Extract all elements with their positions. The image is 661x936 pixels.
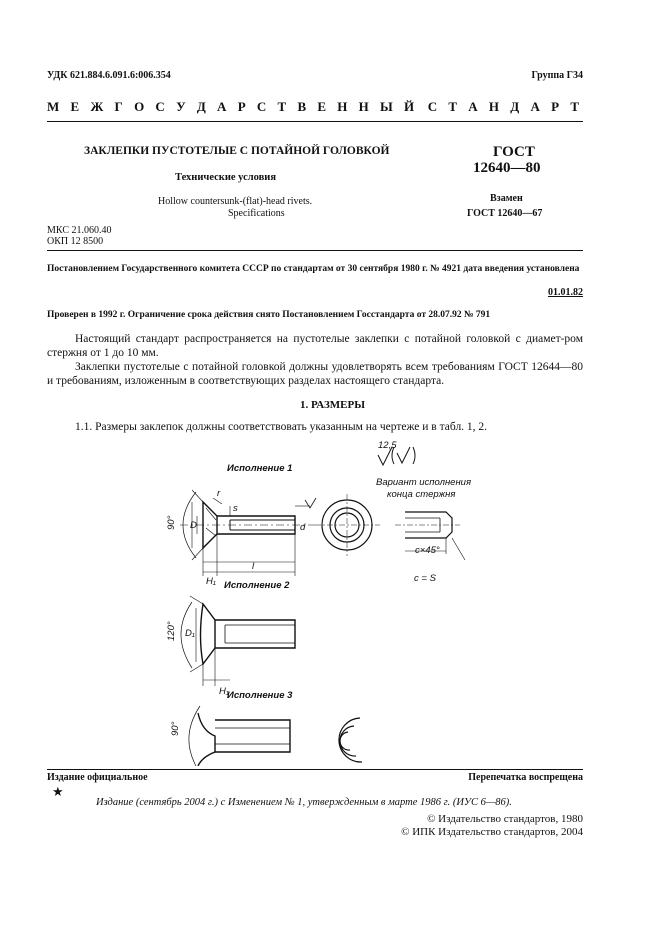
variant-2-label: Исполнение 2 bbox=[224, 580, 290, 591]
title-english-1: Hollow countersunk-(flat)-head rivets. bbox=[158, 196, 313, 207]
shank-diameter-label: d bbox=[300, 522, 306, 533]
decree-text: Постановлением Государственного комитета СССР по стандартам от 30 сентября 1980 г. № 4921 дата введения установлена bbox=[47, 264, 580, 274]
copyright-1980: © Издательство стандартов, 1980 bbox=[427, 813, 583, 825]
angle-120-label: 120° bbox=[166, 621, 177, 641]
rivet-drawing bbox=[140, 436, 480, 766]
paragraph-requirements: Заклепки пустотелые с потайной головкой должны удовлетворять всем требованиям ГОСТ 12644—80 и требованиям, изложенным в соответствующих разделах настоящего стандарта. bbox=[47, 361, 583, 387]
radius-label: r bbox=[217, 488, 221, 499]
introduction-date: 01.01.82 bbox=[548, 287, 583, 298]
reprint-prohibited: Перепечатка воспрещена bbox=[468, 772, 583, 783]
chamfer-label: c×45° bbox=[415, 545, 440, 556]
angle-90-label: 90° bbox=[166, 515, 177, 530]
official-edition: Издание официальное bbox=[47, 772, 148, 783]
head-height-label: H₁ bbox=[206, 576, 216, 587]
check-note: Проверен в 1992 г. Ограничение срока действия снято Постановлением Госстандарта от 28.07.92 № 791 bbox=[47, 310, 491, 320]
udk-code: УДК 621.884.6.091.6:006.354 bbox=[47, 70, 171, 81]
gost-label: ГОСТ bbox=[493, 144, 535, 160]
variant-2-side-view bbox=[181, 596, 295, 686]
replaces-label: Взамен bbox=[490, 193, 523, 204]
doc-title: ЗАКЛЕПКИ ПУСТОТЕЛЫЕ С ПОТАЙНОЙ ГОЛОВКОЙ bbox=[84, 145, 390, 157]
group-code: Группа Г34 bbox=[531, 70, 583, 81]
variant-1-side-view bbox=[180, 490, 316, 576]
doc-subtitle: Технические условия bbox=[175, 172, 277, 183]
mks-code: МКС 21.060.40 bbox=[47, 225, 112, 236]
star-mark: ★ bbox=[52, 784, 64, 799]
chamfer-equation: c = S bbox=[414, 573, 436, 584]
head-diameter-label: D bbox=[190, 520, 197, 531]
variant-3-end-view bbox=[339, 718, 362, 762]
head-diameter-d1-label: D₁ bbox=[185, 628, 195, 639]
header-rule bbox=[47, 121, 583, 122]
banner-standard: С Т А Н Д А Р Т bbox=[427, 99, 583, 114]
head-height-v2-label: H₁ bbox=[219, 686, 229, 697]
paragraph-scope: Настоящий стандарт распространяется на пустотелые заклепки с потайной головкой с диамет-ром стержня от 1 до 10 мм. bbox=[47, 333, 583, 359]
variant-3-side-view bbox=[189, 706, 290, 766]
wall-label: s bbox=[233, 503, 238, 514]
alt-variant-title-2: конца стержня bbox=[387, 489, 456, 500]
okp-code: ОКП 12 8500 bbox=[47, 236, 104, 247]
gost-number: 12640—80 bbox=[473, 160, 541, 176]
section-title: 1. РАЗМЕРЫ bbox=[300, 399, 366, 411]
title-english-2: Specifications bbox=[228, 208, 285, 219]
replaces-number: ГОСТ 12640—67 bbox=[467, 208, 543, 219]
variant-3-label: Исполнение 3 bbox=[227, 690, 293, 701]
angle-90-variant3-label: 90° bbox=[170, 721, 181, 736]
alt-variant-title-1: Вариант исполнения bbox=[376, 477, 472, 488]
variant-1-end-view bbox=[315, 494, 380, 556]
roughness-value: 12,5 bbox=[378, 440, 397, 451]
copyright-2004: © ИПК Издательство стандартов, 2004 bbox=[401, 826, 583, 838]
edition-note: Издание (сентябрь 2004 г.) с Изменением № 1, утвержденным в марте 1986 г. (ИУС 6—86). bbox=[96, 797, 512, 808]
title-rule bbox=[47, 250, 583, 251]
banner-interstate: М Е Ж Г О С У Д А Р С Т В Е Н Н Ы Й bbox=[47, 99, 419, 114]
variant-1-label: Исполнение 1 bbox=[227, 463, 293, 474]
length-label: l bbox=[252, 561, 255, 572]
paragraph-dimensions: 1.1. Размеры заклепок должны соответствовать указанным на чертеже и в табл. 1, 2. bbox=[75, 421, 488, 433]
footer-rule bbox=[47, 769, 583, 770]
